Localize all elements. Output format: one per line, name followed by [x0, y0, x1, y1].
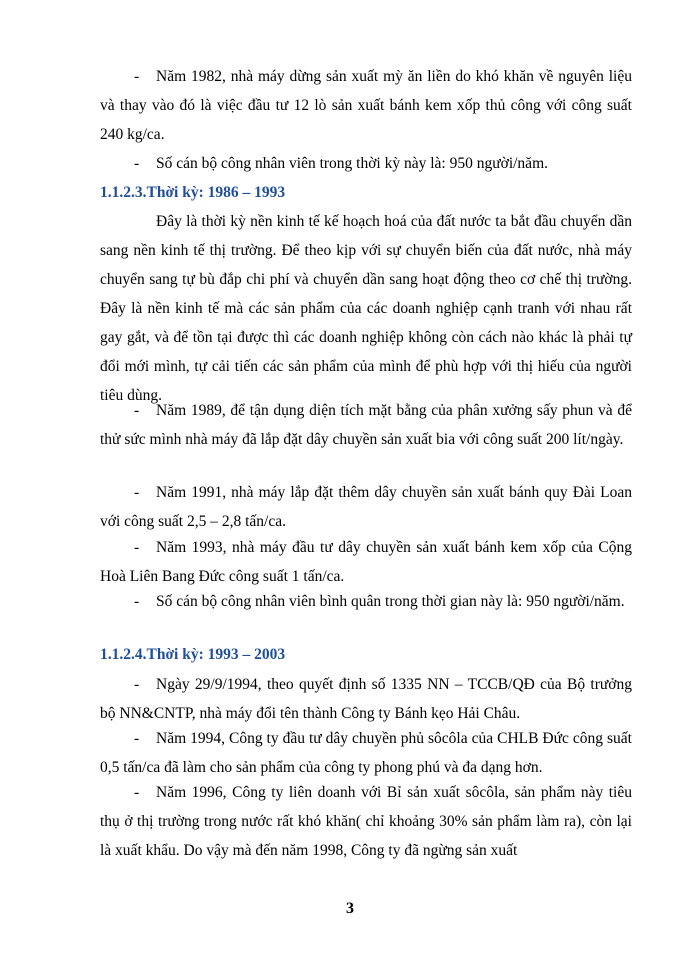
paragraph-text: Số cán bộ công nhân viên trong thời kỳ này là: 950 người/năm.	[156, 155, 548, 172]
bullet-dash: -	[134, 676, 140, 693]
section-heading-1986-1993: 1.1.2.3.Thời kỳ: 1986 – 1993	[100, 184, 286, 201]
bullet-dash: -	[134, 784, 140, 801]
paragraph-text: Năm 1982, nhà máy dừng sản xuất mỳ ăn liền do khó khăn về nguyên liệu và thay vào đó là việc đầu tư 12 lò sản xuất bánh kem xốp thủ công với công suất 240 kg/ca.	[100, 68, 632, 143]
bullet-paragraph-1994-rename	[100, 670, 632, 728]
bullet-paragraph-staff-1	[100, 149, 632, 178]
bullet-dash: -	[134, 155, 140, 172]
bullet-paragraph-1996	[100, 778, 632, 865]
paragraph-text: Năm 1991, nhà máy lắp đặt thêm dây chuyền sản xuất bánh quy Đài Loan với công suất 2,5 – 2,8 tấn/ca.	[100, 484, 632, 530]
bullet-paragraph-1991	[100, 478, 632, 536]
bullet-paragraph-1993	[100, 533, 632, 591]
intro-paragraph-1986: Đây là thời kỳ nền kinh tế kế hoạch hoá của đất nước ta bắt đầu chuyển dần sang nền kinh tế thị trường. Để theo kịp với sự chuyển biến của đất nước, nhà máy chuyển sang tự bù đắp chi phí và chuyển dần sang hoạt động theo cơ chế thị trường. Đây là nền kinh tế mà các sản phẩm của các doanh nghiệp cạnh tranh với nhau rất gay gắt, và để tồn tại được thì các doanh nghiệp không còn cách nào khác là phải tự đổi mới mình, tự cải tiến các sản phẩm của mình để phù hợp với thị hiếu của người tiêu dùng.	[100, 213, 632, 404]
bullet-dash: -	[134, 593, 140, 610]
bullet-paragraph-1982	[100, 62, 632, 149]
paragraph-text: Năm 1989, để tận dụng diện tích mặt bằng của phân xưởng sấy phun và để thử sức mình nhà máy đã lắp đặt dây chuyền sản xuất bia với công suất 200 lít/ngày.	[100, 402, 632, 448]
paragraph-text: Số cán bộ công nhân viên bình quân trong thời gian này là: 950 người/năm.	[156, 593, 625, 610]
paragraph-text: Năm 1996, Công ty liên doanh với Bỉ sản xuất sôcôla, sản phẩm này tiêu thụ ở thị trường trong nước rất khó khăn( chỉ khoảng 30% sản phẩm làm ra), còn lại là xuất khẩu. Do vậy mà đến năm 1998, Công ty đã ngừng sản xuất	[100, 784, 632, 859]
page-number: 3	[346, 900, 354, 917]
paragraph-text: Ngày 29/9/1994, theo quyết định số 1335 NN – TCCB/QĐ của Bộ trưởng bộ NN&CNTP, nhà máy đổi tên thành Công ty Bánh kẹo Hải Châu.	[100, 676, 632, 722]
paragraph-text: Năm 1993, nhà máy đầu tư dây chuyền sản xuất bánh kem xốp của Cộng Hoà Liên Bang Đức công suất 1 tấn/ca.	[100, 539, 632, 585]
bullet-paragraph-1994-chocolate	[100, 724, 632, 782]
bullet-dash: -	[134, 68, 140, 85]
bullet-paragraph-staff-2	[100, 587, 632, 616]
section-heading-1993-2003: 1.1.2.4.Thời kỳ: 1993 – 2003	[100, 646, 286, 663]
bullet-dash: -	[134, 539, 140, 556]
bullet-dash: -	[134, 402, 140, 419]
paragraph-text: Năm 1994, Công ty đầu tư dây chuyền phủ sôcôla của CHLB Đức công suất 0,5 tấn/ca đã làm cho sản phẩm của công ty phong phú và đa dạng hơn.	[100, 730, 632, 776]
bullet-dash: -	[134, 730, 140, 747]
bullet-paragraph-1989	[100, 396, 632, 454]
bullet-dash: -	[134, 484, 140, 501]
